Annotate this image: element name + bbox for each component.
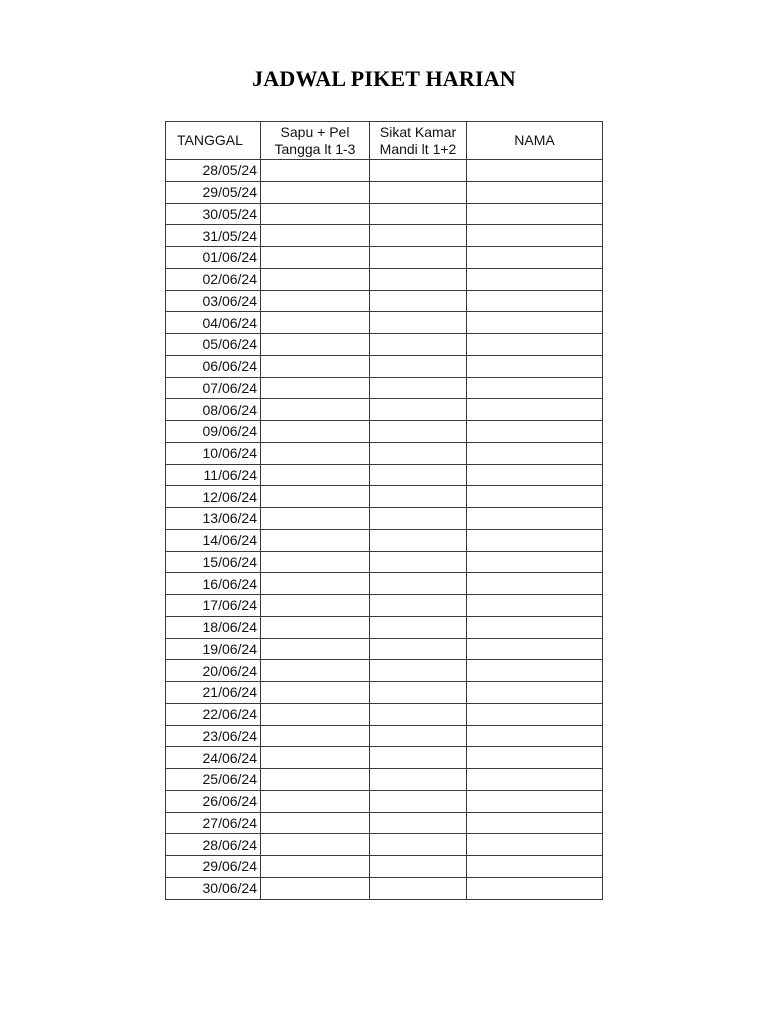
table-row [166, 225, 603, 247]
sapu-pel-cell[interactable] [261, 616, 370, 638]
sikat-kamar-cell[interactable] [370, 769, 467, 791]
sapu-pel-cell[interactable] [261, 399, 370, 421]
sikat-kamar-cell[interactable] [370, 334, 467, 356]
sikat-kamar-cell[interactable] [370, 812, 467, 834]
date-cell: 08/06/24 [166, 399, 261, 421]
date-cell: 05/06/24 [166, 334, 261, 356]
sikat-kamar-cell[interactable] [370, 160, 467, 182]
nama-cell[interactable] [467, 268, 603, 290]
nama-cell[interactable] [467, 355, 603, 377]
date-cell: 04/06/24 [166, 312, 261, 334]
table-row [166, 725, 603, 747]
sapu-pel-cell[interactable] [261, 312, 370, 334]
sikat-kamar-cell[interactable] [370, 377, 467, 399]
sikat-kamar-cell[interactable] [370, 573, 467, 595]
header-sikat-kamar-line1: Sikat Kamar [379, 123, 457, 140]
sapu-pel-cell[interactable] [261, 877, 370, 899]
date-cell: 14/06/24 [166, 529, 261, 551]
nama-cell[interactable] [467, 160, 603, 182]
nama-cell[interactable] [467, 508, 603, 530]
date-cell: 30/06/24 [166, 877, 261, 899]
table-row [166, 638, 603, 660]
sapu-pel-cell[interactable] [261, 508, 370, 530]
nama-cell[interactable] [467, 421, 603, 443]
nama-cell[interactable] [467, 638, 603, 660]
table-row [166, 573, 603, 595]
nama-cell[interactable] [467, 573, 603, 595]
table-row [166, 290, 603, 312]
date-cell: 28/06/24 [166, 834, 261, 856]
sapu-pel-cell[interactable] [261, 747, 370, 769]
nama-cell[interactable] [467, 290, 603, 312]
table-row [166, 334, 603, 356]
nama-cell[interactable] [467, 181, 603, 203]
schedule-table [165, 121, 603, 900]
nama-cell[interactable] [467, 703, 603, 725]
sapu-pel-cell[interactable] [261, 769, 370, 791]
sapu-pel-cell[interactable] [261, 660, 370, 682]
sapu-pel-cell[interactable] [261, 703, 370, 725]
nama-cell[interactable] [467, 747, 603, 769]
date-cell: 27/06/24 [166, 812, 261, 834]
date-cell: 29/05/24 [166, 181, 261, 203]
nama-cell[interactable] [467, 660, 603, 682]
sapu-pel-cell[interactable] [261, 551, 370, 573]
nama-cell[interactable] [467, 312, 603, 334]
sikat-kamar-cell[interactable] [370, 355, 467, 377]
sikat-kamar-cell[interactable] [370, 181, 467, 203]
date-cell: 03/06/24 [166, 290, 261, 312]
header-sapu-pel [261, 122, 370, 160]
nama-cell[interactable] [467, 856, 603, 878]
table-row [166, 747, 603, 769]
table-row [166, 595, 603, 617]
sikat-kamar-cell[interactable] [370, 486, 467, 508]
table-row [166, 442, 603, 464]
sikat-kamar-cell[interactable] [370, 312, 467, 334]
date-cell: 11/06/24 [166, 464, 261, 486]
nama-cell[interactable] [467, 399, 603, 421]
table-row [166, 268, 603, 290]
nama-cell[interactable] [467, 725, 603, 747]
nama-cell[interactable] [467, 247, 603, 269]
table-row [166, 812, 603, 834]
table-row [166, 660, 603, 682]
sapu-pel-cell[interactable] [261, 160, 370, 182]
sikat-kamar-cell[interactable] [370, 508, 467, 530]
sikat-kamar-cell[interactable] [370, 203, 467, 225]
sapu-pel-cell[interactable] [261, 334, 370, 356]
sapu-pel-cell[interactable] [261, 225, 370, 247]
nama-cell[interactable] [467, 877, 603, 899]
sapu-pel-cell[interactable] [261, 377, 370, 399]
sikat-kamar-cell[interactable] [370, 725, 467, 747]
nama-cell[interactable] [467, 203, 603, 225]
sikat-kamar-cell[interactable] [370, 790, 467, 812]
table-row [166, 355, 603, 377]
table-row [166, 160, 603, 182]
nama-cell[interactable] [467, 486, 603, 508]
date-cell: 25/06/24 [166, 769, 261, 791]
sapu-pel-cell[interactable] [261, 790, 370, 812]
nama-cell[interactable] [467, 812, 603, 834]
sikat-kamar-cell[interactable] [370, 834, 467, 856]
date-cell: 23/06/24 [166, 725, 261, 747]
table-row [166, 421, 603, 443]
date-cell: 10/06/24 [166, 442, 261, 464]
sikat-kamar-cell[interactable] [370, 660, 467, 682]
table-row [166, 551, 603, 573]
sikat-kamar-cell[interactable] [370, 877, 467, 899]
sapu-pel-cell[interactable] [261, 247, 370, 269]
table-row [166, 790, 603, 812]
sikat-kamar-cell[interactable] [370, 225, 467, 247]
table-row [166, 682, 603, 704]
nama-cell[interactable] [467, 682, 603, 704]
table-row [166, 203, 603, 225]
date-cell: 26/06/24 [166, 790, 261, 812]
sikat-kamar-cell[interactable] [370, 747, 467, 769]
date-cell: 01/06/24 [166, 247, 261, 269]
table-row [166, 312, 603, 334]
header-sikat-kamar-line2: Mandi lt 1+2 [379, 140, 457, 157]
sapu-pel-cell[interactable] [261, 529, 370, 551]
date-cell: 09/06/24 [166, 421, 261, 443]
table-row [166, 486, 603, 508]
sapu-pel-cell[interactable] [261, 725, 370, 747]
nama-cell[interactable] [467, 551, 603, 573]
date-cell: 28/05/24 [166, 160, 261, 182]
sapu-pel-cell[interactable] [261, 856, 370, 878]
header-sikat-kamar [370, 122, 467, 160]
sikat-kamar-cell[interactable] [370, 703, 467, 725]
sapu-pel-cell[interactable] [261, 290, 370, 312]
table-row [166, 247, 603, 269]
sikat-kamar-cell[interactable] [370, 682, 467, 704]
table-row [166, 703, 603, 725]
sikat-kamar-cell[interactable] [370, 464, 467, 486]
sikat-kamar-cell[interactable] [370, 399, 467, 421]
nama-cell[interactable] [467, 616, 603, 638]
table-row [166, 769, 603, 791]
date-cell: 15/06/24 [166, 551, 261, 573]
sikat-kamar-cell[interactable] [370, 268, 467, 290]
nama-cell[interactable] [467, 225, 603, 247]
sapu-pel-cell[interactable] [261, 638, 370, 660]
sikat-kamar-cell[interactable] [370, 616, 467, 638]
nama-cell[interactable] [467, 377, 603, 399]
sapu-pel-cell[interactable] [261, 573, 370, 595]
sapu-pel-cell[interactable] [261, 181, 370, 203]
table-row [166, 464, 603, 486]
header-tanggal: TANGGAL [166, 122, 261, 160]
sikat-kamar-cell[interactable] [370, 551, 467, 573]
date-cell: 18/06/24 [166, 616, 261, 638]
nama-cell[interactable] [467, 464, 603, 486]
sikat-kamar-cell[interactable] [370, 638, 467, 660]
table-row [166, 181, 603, 203]
date-cell: 20/06/24 [166, 660, 261, 682]
header-nama: NAMA [467, 122, 603, 160]
nama-cell[interactable] [467, 769, 603, 791]
sapu-pel-cell[interactable] [261, 595, 370, 617]
sapu-pel-cell[interactable] [261, 268, 370, 290]
date-cell: 07/06/24 [166, 377, 261, 399]
sapu-pel-cell[interactable] [261, 812, 370, 834]
sapu-pel-cell[interactable] [261, 203, 370, 225]
table-row [166, 877, 603, 899]
date-cell: 21/06/24 [166, 682, 261, 704]
header-sapu-pel-line2: Tangga lt 1-3 [274, 140, 356, 157]
date-cell: 16/06/24 [166, 573, 261, 595]
date-cell: 24/06/24 [166, 747, 261, 769]
date-cell: 17/06/24 [166, 595, 261, 617]
table-row [166, 377, 603, 399]
sapu-pel-cell[interactable] [261, 421, 370, 443]
table-row [166, 529, 603, 551]
schedule-body [166, 160, 603, 900]
nama-cell[interactable] [467, 834, 603, 856]
sikat-kamar-cell[interactable] [370, 442, 467, 464]
nama-cell[interactable] [467, 334, 603, 356]
sikat-kamar-cell[interactable] [370, 290, 467, 312]
date-cell: 06/06/24 [166, 355, 261, 377]
sikat-kamar-cell[interactable] [370, 856, 467, 878]
header-sapu-pel-line1: Sapu + Pel [280, 123, 350, 140]
sapu-pel-cell[interactable] [261, 682, 370, 704]
sapu-pel-cell[interactable] [261, 355, 370, 377]
date-cell: 29/06/24 [166, 856, 261, 878]
sikat-kamar-cell[interactable] [370, 421, 467, 443]
sapu-pel-cell[interactable] [261, 486, 370, 508]
table-row [166, 399, 603, 421]
date-cell: 13/06/24 [166, 508, 261, 530]
table-row [166, 856, 603, 878]
sikat-kamar-cell[interactable] [370, 247, 467, 269]
page-title: JADWAL PIKET HARIAN [252, 66, 516, 91]
table-row [166, 616, 603, 638]
table-header-row [166, 122, 603, 160]
sikat-kamar-cell[interactable] [370, 595, 467, 617]
sapu-pel-cell[interactable] [261, 442, 370, 464]
nama-cell[interactable] [467, 529, 603, 551]
nama-cell[interactable] [467, 442, 603, 464]
date-cell: 31/05/24 [166, 225, 261, 247]
table-row [166, 834, 603, 856]
date-cell: 12/06/24 [166, 486, 261, 508]
sapu-pel-cell[interactable] [261, 834, 370, 856]
nama-cell[interactable] [467, 790, 603, 812]
nama-cell[interactable] [467, 595, 603, 617]
date-cell: 30/05/24 [166, 203, 261, 225]
date-cell: 19/06/24 [166, 638, 261, 660]
date-cell: 22/06/24 [166, 703, 261, 725]
sapu-pel-cell[interactable] [261, 464, 370, 486]
sikat-kamar-cell[interactable] [370, 529, 467, 551]
date-cell: 02/06/24 [166, 268, 261, 290]
table-row [166, 508, 603, 530]
